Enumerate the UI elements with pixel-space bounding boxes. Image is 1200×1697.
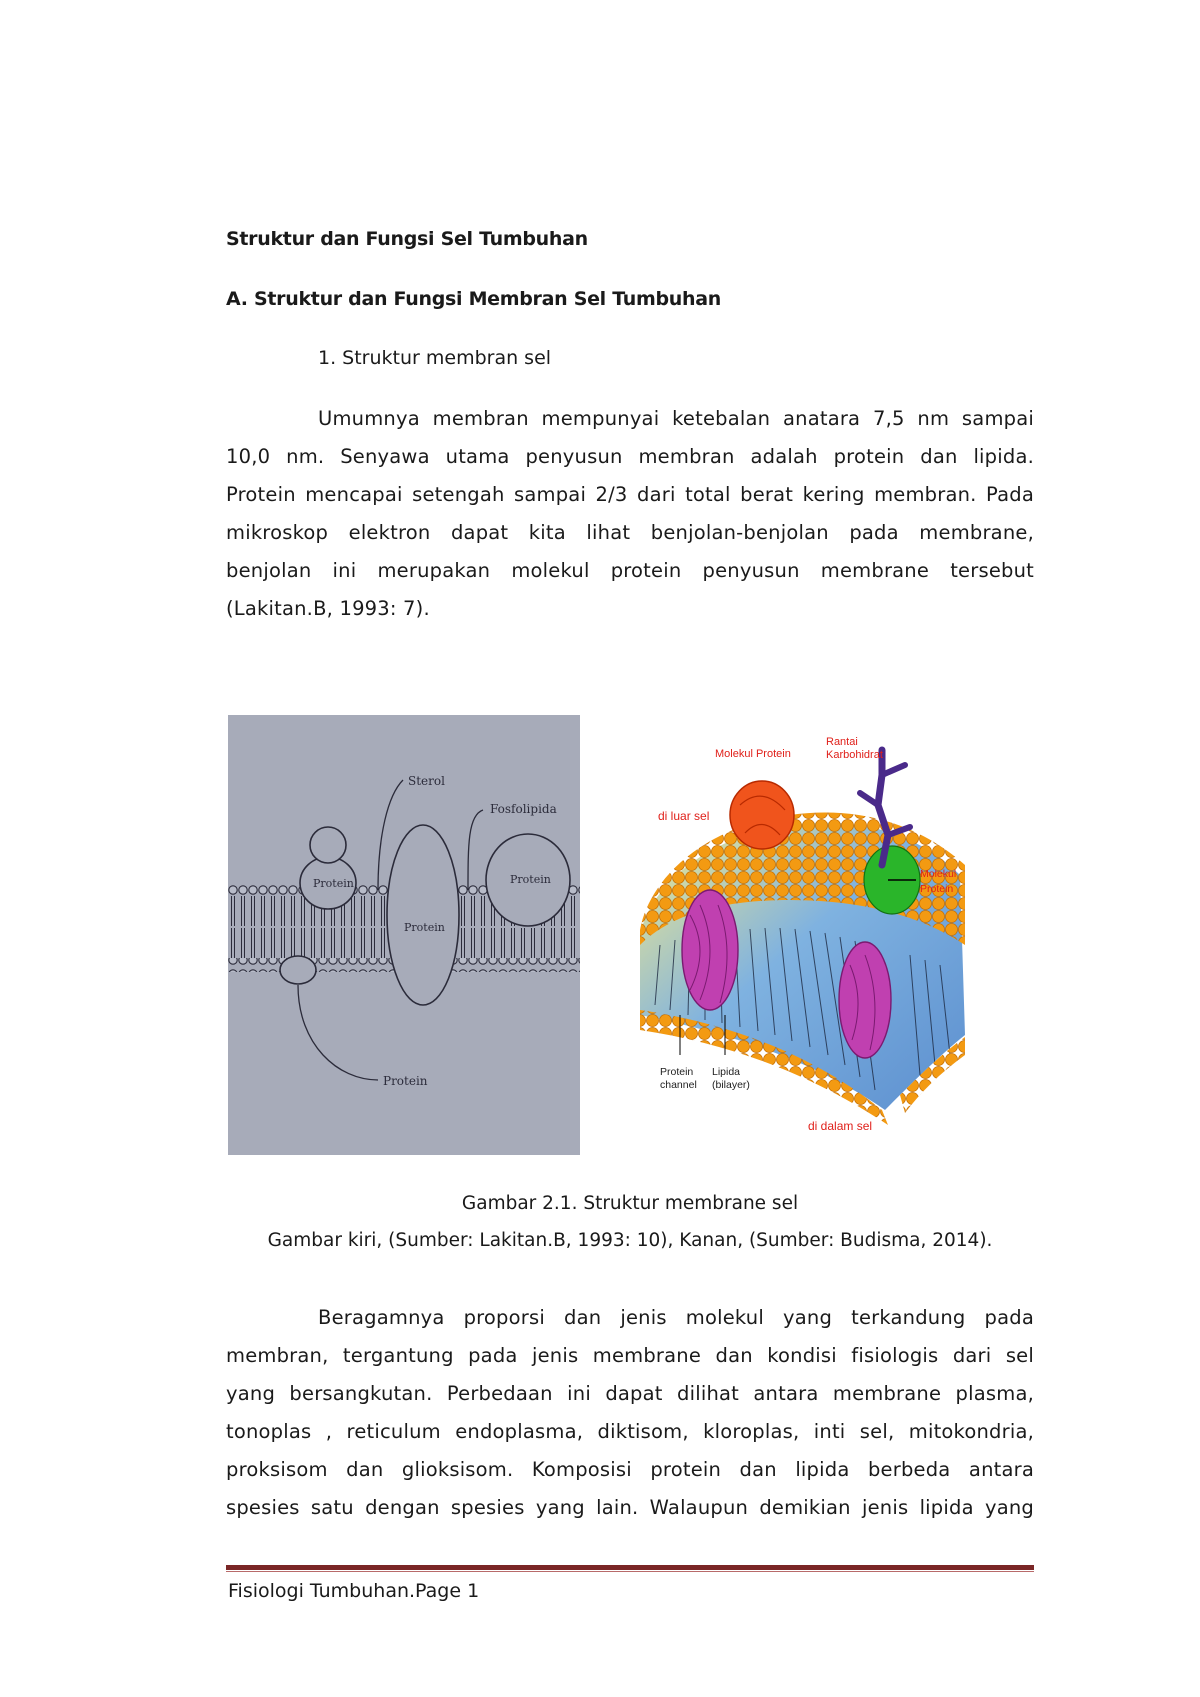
paragraph-line: yang bersangkutan. Perbedaan ini dapat dilihat antara membrane plasma, <box>226 1382 1034 1405</box>
figure-caption-source: Gambar kiri, (Sumber: Lakitan.B, 1993: 10), Kanan, (Sumber: Budisma, 2014). <box>267 1230 993 1251</box>
paragraph-line: membran, tergantung pada jenis membrane dan kondisi fisiologis dari sel <box>226 1344 1034 1367</box>
figure-caption-title: Gambar 2.1. Struktur membrane sel <box>461 1193 799 1214</box>
label-rantai: Rantai <box>826 736 858 748</box>
membrane-scan-illustration <box>228 715 580 1155</box>
label-protein: Protein <box>510 873 551 886</box>
label-karbohidrat: Karbohidrat <box>826 749 883 761</box>
paragraph-line: Beragamnya proporsi dan jenis molekul yang terkandung pada <box>318 1306 1034 1329</box>
paragraph-line: Protein mencapai setengah sampai 2/3 dari total berat kering membran. Pada <box>226 483 1034 506</box>
figure-right-membrane-3d <box>620 715 1000 1155</box>
section-heading: A. Struktur dan Fungsi Membran Sel Tumbuhan <box>226 288 721 310</box>
paragraph-line: tonoplas , reticulum endoplasma, diktisom, kloroplas, inti sel, mitokondria, <box>226 1420 1034 1443</box>
paragraph-line: proksisom dan glioksisom. Komposisi protein dan lipida berbeda antara <box>226 1458 1034 1481</box>
paragraph-line: (Lakitan.B, 1993: 7). <box>226 597 430 620</box>
paragraph-line: benjolan ini merupakan molekul protein penyusun membrane tersebut <box>226 559 1034 582</box>
paragraph-2 <box>226 1299 1034 1527</box>
label-lipida: Lipida <box>712 1066 741 1078</box>
page-title: Struktur dan Fungsi Sel Tumbuhan <box>226 228 588 250</box>
label-protein: Protein <box>313 877 354 890</box>
label-di-dalam-sel: di dalam sel <box>808 1119 873 1133</box>
label-protein: Protein <box>404 921 445 934</box>
label-bilayer: (bilayer) <box>712 1079 750 1091</box>
paragraph-line: Umumnya membran mempunyai ketebalan anatara 7,5 nm sampai <box>318 407 1034 430</box>
label-channel: channel <box>660 1079 697 1091</box>
paragraph-1 <box>226 400 1034 628</box>
label-protein-channel: Protein <box>660 1066 694 1078</box>
label-protein: Protein <box>383 1074 428 1088</box>
paragraph-line: spesies satu dengan spesies yang lain. Walaupun demikian jenis lipida yang <box>226 1496 1034 1519</box>
paragraph-line: 10,0 nm. Senyawa utama penyusun membran adalah protein dan lipida. <box>226 445 1034 468</box>
label-fosfolipida: Fosfolipida <box>490 802 557 816</box>
label-protein: Protein <box>920 883 954 895</box>
figure-left-membrane-diagram <box>228 715 580 1155</box>
membrane-3d-illustration <box>620 715 1000 1155</box>
subsection-heading: 1. Struktur membran sel <box>318 347 552 369</box>
footer-divider-thin <box>226 1571 1034 1572</box>
label-molekul: Molekul <box>920 868 957 880</box>
page-footer: Fisiologi Tumbuhan.Page 1 <box>228 1580 480 1602</box>
label-di-luar-sel: di luar sel <box>658 809 710 823</box>
label-sterol: Sterol <box>408 774 445 788</box>
label-molekul-protein: Molekul Protein <box>715 748 791 760</box>
paragraph-line: mikroskop elektron dapat kita lihat benjolan-benjolan pada membrane, <box>226 521 1034 544</box>
footer-divider <box>226 1565 1034 1570</box>
